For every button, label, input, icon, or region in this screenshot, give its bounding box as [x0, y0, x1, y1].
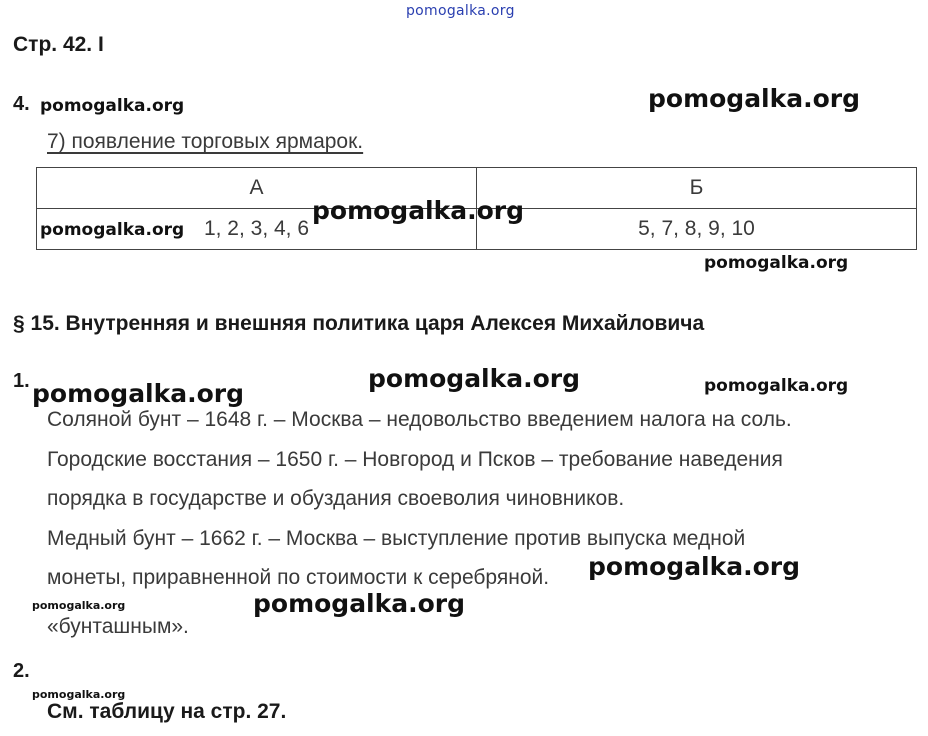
- table-header-a: А: [37, 168, 477, 209]
- watermark: pomogalka.org: [312, 196, 525, 225]
- watermark: pomogalka.org: [32, 688, 126, 701]
- table-header-b: Б: [477, 168, 917, 209]
- watermark: pomogalka.org: [588, 552, 801, 581]
- task-4-item-7: 7) появление торговых ярмарок.: [47, 130, 364, 153]
- table-cell-b: 5, 7, 8, 9, 10: [477, 209, 917, 250]
- watermark-top: pomogalka.org: [406, 3, 515, 19]
- task-1-line: «бунташным».: [47, 615, 189, 638]
- task-1-number: 1.: [13, 370, 30, 392]
- task-1-line: монеты, приравненной по стоимости к серебряной.: [47, 566, 550, 589]
- task-1-line: порядка в государстве и обуздания своеволия чиновников.: [47, 487, 625, 510]
- watermark: pomogalka.org: [368, 364, 581, 393]
- watermark: pomogalka.org: [704, 376, 849, 396]
- watermark: pomogalka.org: [704, 253, 849, 273]
- task-1-line: Соляной бунт – 1648 г. – Москва – недовольство введением налога на соль.: [47, 408, 792, 431]
- task-2-number: 2.: [13, 660, 30, 682]
- watermark: pomogalka.org: [40, 220, 185, 240]
- task-2-text: См. таблицу на стр. 27.: [47, 700, 287, 723]
- section-title: § 15. Внутренняя и внешняя политика царя Алексея Михайловича: [13, 312, 705, 335]
- watermark: pomogalka.org: [253, 589, 466, 618]
- watermark: pomogalka.org: [648, 84, 861, 113]
- task-1-line: Городские восстания – 1650 г. – Новгород и Псков – требование наведения: [47, 448, 783, 471]
- task-4-number: 4.: [13, 93, 30, 115]
- watermark: pomogalka.org: [40, 96, 185, 116]
- page-reference: Стр. 42. I: [13, 33, 104, 56]
- task-1-line: Медный бунт – 1662 г. – Москва – выступление против выпуска медной: [47, 527, 746, 550]
- watermark: pomogalka.org: [32, 379, 245, 408]
- watermark: pomogalka.org: [32, 599, 126, 612]
- table-cell-a: 1, 2, 3, 4, 6: [37, 209, 477, 250]
